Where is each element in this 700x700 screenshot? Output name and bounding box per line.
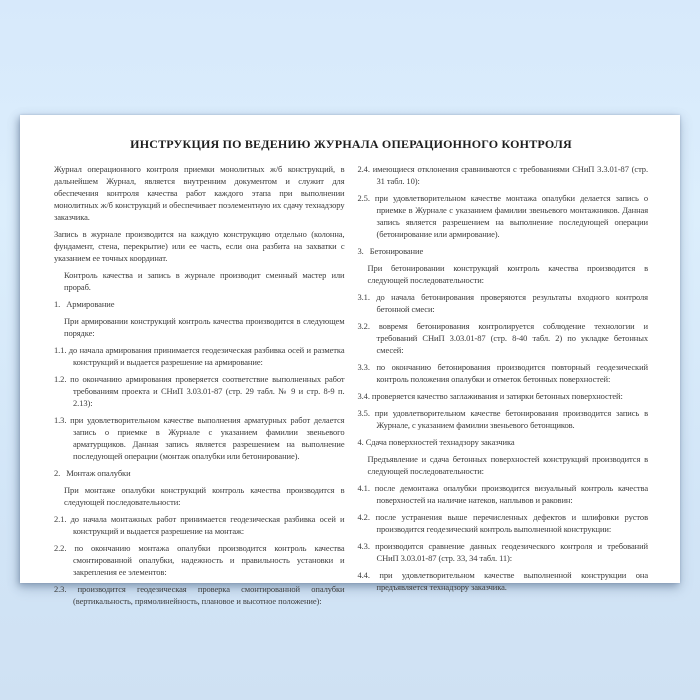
doc-item xyxy=(358,407,649,431)
block-text: Журнал операционного контроля приемки монолитных ж/б конструкций, в дальнейшем Журнал, является внутренним документом и служит для обеспечения контроля качества работ каждого этапа при выполнении монолитных ж/б конструкций и обеспечивает поэлементную их сдачу технадзору заказчика. xyxy=(54,164,345,222)
doc-paragraph xyxy=(54,228,345,264)
doc-item xyxy=(358,390,649,402)
item-number: 2.4. xyxy=(357,164,370,174)
document-page xyxy=(20,115,680,606)
document-column-right xyxy=(358,163,649,598)
doc-item xyxy=(358,482,649,506)
block-text: после устранения выше перечисленных дефектов и шлифовки рустов производится геодезический контроль выполненной конструкции: xyxy=(375,512,648,534)
doc-heading xyxy=(54,298,345,310)
doc-item xyxy=(358,291,649,315)
doc-item xyxy=(54,513,345,537)
item-number: 4.1. xyxy=(357,483,370,493)
block-text: Монтаж опалубки xyxy=(66,468,131,478)
block-text: имеющиеся отклонения сравниваются с требованиями СНиП 3.3.01-87 (стр. 31 табл. 10): xyxy=(372,164,648,186)
block-text: Бетонирование xyxy=(369,246,424,256)
block-text: по окончанию монтажа опалубки производится контроль качества смонтированной опалубки, надежность и правильность установки и закрепления ее элементов: xyxy=(73,543,345,577)
item-number: 3.5. xyxy=(357,408,370,418)
item-number: 4.4. xyxy=(357,570,370,580)
item-number: 1.3. xyxy=(54,415,67,425)
document-column-left xyxy=(54,163,345,612)
block-text: проверяется качество заглаживания и затирки бетонных поверхностей: xyxy=(371,391,623,401)
item-number: 1. xyxy=(54,299,65,309)
block-text: по окончанию армирования проверяется соответствие выполненных работ требованиям проекта и СНиП 3.03.01-87 (стр. 29 табл. № 9 и стр. 8-9 п. 2.13): xyxy=(70,374,345,408)
block-text: Сдача поверхностей технадзору заказчика xyxy=(365,437,515,447)
doc-heading xyxy=(358,245,649,257)
doc-item xyxy=(54,583,345,607)
item-number: 1.2. xyxy=(54,374,67,384)
doc-paragraph xyxy=(54,163,345,223)
block-text: по окончанию бетонирования производится повторный геодезический контроль положения опалубки и отметок бетонных поверхностей: xyxy=(376,362,648,384)
doc-item xyxy=(358,540,649,564)
block-text: Армирование xyxy=(66,299,115,309)
doc-item xyxy=(54,414,345,462)
doc-paragraph xyxy=(358,262,649,286)
doc-heading xyxy=(54,467,345,479)
item-number: 2.1. xyxy=(54,514,67,524)
item-number: 2.2. xyxy=(54,543,67,553)
doc-item xyxy=(54,373,345,409)
item-number: 2. xyxy=(54,468,65,478)
block-text: при удовлетворительном качестве монтажа опалубки делается запись о приемке в Журнале с указанием фамилии звеньевого монтажников. Данная запись является разрешением на выполнение последующей операции (бетонирование или армирование). xyxy=(374,193,648,239)
doc-item xyxy=(358,569,649,593)
block-text: до начала бетонирования проверяются результаты входного контроля бетонной смеси: xyxy=(376,292,648,314)
block-text: вовремя бетонирования контролируется соблюдение технологии и требований СНиП 3.03.01-87 (стр. 8-40 табл. 2) по укладке бетонных смесей: xyxy=(376,321,648,355)
block-text: производится геодезическая проверка смонтированной опалубки (вертикальность, прямолинейность, плановое и высотное положение): xyxy=(73,584,345,606)
doc-item xyxy=(358,163,649,187)
block-text: при удовлетворительном качестве выполненной конструкции она предъявляется технадзору заказчика. xyxy=(376,570,648,592)
doc-paragraph xyxy=(358,453,649,477)
document-columns xyxy=(54,163,648,612)
item-number: 3.4. xyxy=(357,391,370,401)
item-number: 2.5. xyxy=(357,193,370,203)
block-text: Контроль качества и запись в журнале производит сменный мастер или прораб. xyxy=(64,270,345,292)
doc-paragraph xyxy=(54,269,345,293)
item-number: 4.3. xyxy=(357,541,370,551)
item-number: 4.2. xyxy=(357,512,370,522)
doc-paragraph xyxy=(54,315,345,339)
doc-item xyxy=(358,361,649,385)
block-text: производится сравнение данных геодезического контроля и требований СНиП 3.03.01-87 (стр. 33, 34 табл. 11): xyxy=(375,541,648,563)
doc-paragraph xyxy=(54,484,345,508)
doc-item xyxy=(358,192,649,240)
doc-item xyxy=(54,344,345,368)
block-text: после демонтажа опалубки производится визуальный контроль качества поверхностей на наличие натеков, наплывов и раковин: xyxy=(374,483,649,505)
item-number: 1.1. xyxy=(54,345,67,355)
doc-item xyxy=(358,511,649,535)
block-text: до начала армирования принимается геодезическая разбивка осей и разметка конструкций и выдается разрешение на армирование: xyxy=(68,345,345,367)
doc-item xyxy=(54,542,345,578)
block-text: при удовлетворительном качестве бетонирования производится запись в Журнале, с указанием фамилии звеньевого бетонщиков. xyxy=(374,408,649,430)
doc-heading xyxy=(358,436,649,448)
block-text: при удовлетворительном качестве выполнения арматурных работ делается запись о приемке в Журнале с указанием фамилии звеньевого арматурщиков. Данная запись является разрешением на выполнение последующей операции (монтаж опалубки или бетонирование). xyxy=(70,415,345,461)
block-text: При монтаже опалубки конструкций контроль качества производится в следующей последовательности: xyxy=(64,485,345,507)
document-title: ИНСТРУКЦИЯ ПО ВЕДЕНИЮ ЖУРНАЛА ОПЕРАЦИОННОГО КОНТРОЛЯ xyxy=(130,137,572,151)
item-number: 3.3. xyxy=(357,362,370,372)
item-number: 3.2. xyxy=(357,321,370,331)
block-text: При бетонировании конструкций контроль качества производится в следующей последовательности: xyxy=(367,263,648,285)
block-text: Запись в журнале производится на каждую конструкцию отдельно (колонна, фундамент, стена, перекрытие) или ее часть, если она разбита на захватки с указанием ее точных координат. xyxy=(54,229,345,263)
block-text: Предъявление и сдача бетонных поверхностей конструкций производится в следующей последовательности: xyxy=(367,454,648,476)
block-text: При армировании конструкций контроль качества производится в следующем порядке: xyxy=(64,316,345,338)
item-number: 2.3. xyxy=(54,584,67,594)
block-text: до начала монтажных работ принимается геодезическая разбивка осей и конструкций и выдается разрешение на монтаж: xyxy=(70,514,345,536)
doc-item xyxy=(358,320,649,356)
item-number: 4. xyxy=(357,437,364,447)
item-number: 3. xyxy=(357,246,368,256)
item-number: 3.1. xyxy=(357,292,370,302)
